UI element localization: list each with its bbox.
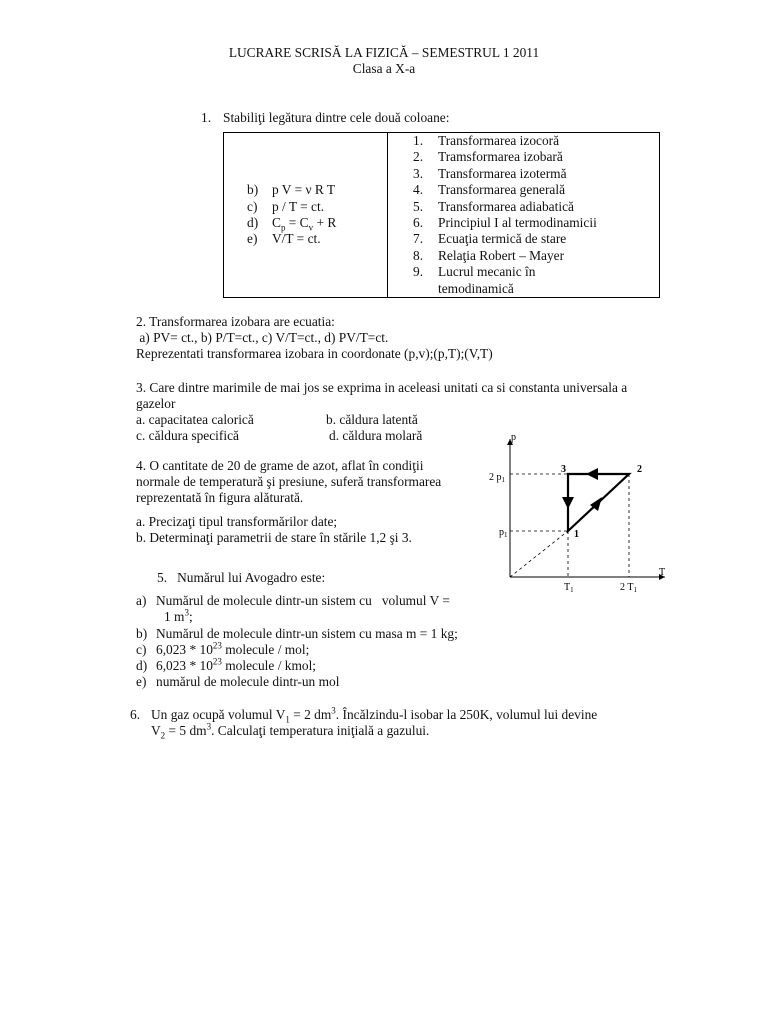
right-item: 1. Transformarea izocoră: [413, 133, 560, 148]
left-item-d: d) $C_p = C_v + R$: [247, 215, 337, 233]
question-5-option-c: c) $6,023 * 10^{23}$ molecule / mol;: [136, 640, 310, 657]
right-item: 5. Transformarea adiabatică: [413, 198, 574, 214]
label-p1: $p_1$: [499, 527, 508, 539]
question-3-line2: gazelor: [136, 396, 176, 411]
question-3-option-d: d. căldura molară: [329, 428, 423, 443]
y-axis-label: p: [511, 432, 516, 443]
question-1-text: Stabiliţi legătura dintre cele două coloane:: [223, 110, 450, 125]
question-5-option-a-cont: 1 $m^3$;: [164, 607, 193, 624]
state-1-label: 1: [574, 529, 579, 540]
right-item: 7. Ecuaţia termică de stare: [413, 231, 567, 247]
question-3-option-b: b. căldura latentă: [326, 412, 418, 427]
right-item: 4. Transformarea generală: [413, 182, 566, 198]
label-2p1: 2 $p_1$: [489, 472, 505, 484]
question-2-options: a) PV= ct., b) P/T=ct., c) V/T=ct., d) PV/T=ct.: [136, 330, 389, 345]
question-6-line2: $V_2 = 5$ $dm^3$. Calculaţi temperatura iniţială a gazului.: [151, 721, 430, 741]
left-item-b: b) p V = ν R T: [247, 182, 336, 198]
question-5-option-d: d) $6,023 * 10^{23}$ molecule / kmol;: [136, 656, 317, 673]
left-item-e: e) V/T = ct.: [247, 231, 321, 247]
question-5-title: 5. Numărul lui Avogadro este:: [157, 570, 326, 585]
question-1: [201, 110, 449, 126]
page-subtitle: Clasa a X-a: [352, 61, 416, 76]
question-6-line1: 6. Un gaz ocupă volumul $V_1 = 2$ $dm^3$. Încălzindu-l isobar la 250K, volumul lui devine: [130, 705, 598, 725]
right-item: 3. Transformarea izotermă: [413, 165, 567, 181]
question-3-option-a: a. capacitatea calorică: [136, 412, 254, 427]
right-item: 8. Relaţia Robert – Mayer: [413, 247, 565, 263]
left-item-c: c) p / T = ct.: [247, 198, 325, 214]
label-T1: $T_1$: [564, 582, 574, 594]
matching-table: [223, 132, 660, 298]
arrow-2-3: [586, 468, 598, 480]
question-3-line1: 3. Care dintre marimile de mai jos se exprima in aceleasi unitati ca si constanta universala a: [136, 380, 628, 395]
arrow-3-1: [562, 497, 574, 509]
right-item: 6. Principiul I al termodinamicii: [413, 215, 597, 231]
right-item: 9. Lucrul mecanic în: [413, 264, 536, 280]
x-axis-label: T: [659, 567, 666, 578]
question-2-line1: 2. Transformarea izobara are ecuatia:: [136, 314, 335, 329]
question-4-line2: normale de temperatură şi presiune, suferă transformarea: [136, 474, 442, 489]
question-5-option-e: e) numărul de molecule dintr-un mol: [136, 674, 340, 689]
page-title: LUCRARE SCRISĂ LA FIZICĂ – SEMESTRUL 1 2011: [228, 45, 540, 60]
question-4-part-b: b. Determinaţi parametrii de stare în stările 1,2 şi 3.: [136, 530, 412, 545]
state-3-label: 3: [561, 464, 566, 475]
question-5-option-a: a) Numărul de molecule dintr-un sistem cu volumul V =: [136, 593, 450, 608]
right-column: [388, 133, 660, 298]
pt-diagram: [480, 425, 680, 600]
question-3-option-c: c. căldura specifică: [136, 428, 239, 443]
right-item: temodinamică: [438, 280, 514, 296]
question-4-line1: 4. O cantitate de 20 de grame de azot, aflat în condiţii: [136, 458, 424, 473]
guide-origin: [510, 531, 568, 577]
left-column: [224, 133, 388, 298]
question-2-line3: Reprezentati transformarea izobara in coordonate (p,v);(p,T);(V,T): [136, 346, 493, 361]
question-4-line3: reprezentată în figura alăturată.: [136, 490, 304, 505]
state-2-label: 2: [637, 464, 642, 475]
question-4-part-a: a. Precizaţi tipul transformărilor date;: [136, 514, 338, 529]
label-2T1: 2 $T_1$: [620, 582, 637, 594]
right-item: 2. Tramsformarea izobară: [413, 149, 563, 165]
question-1-number: 1.: [201, 110, 212, 125]
question-5-option-b: b) Numărul de molecule dintr-un sistem cu masa m = 1 kg;: [136, 626, 458, 641]
